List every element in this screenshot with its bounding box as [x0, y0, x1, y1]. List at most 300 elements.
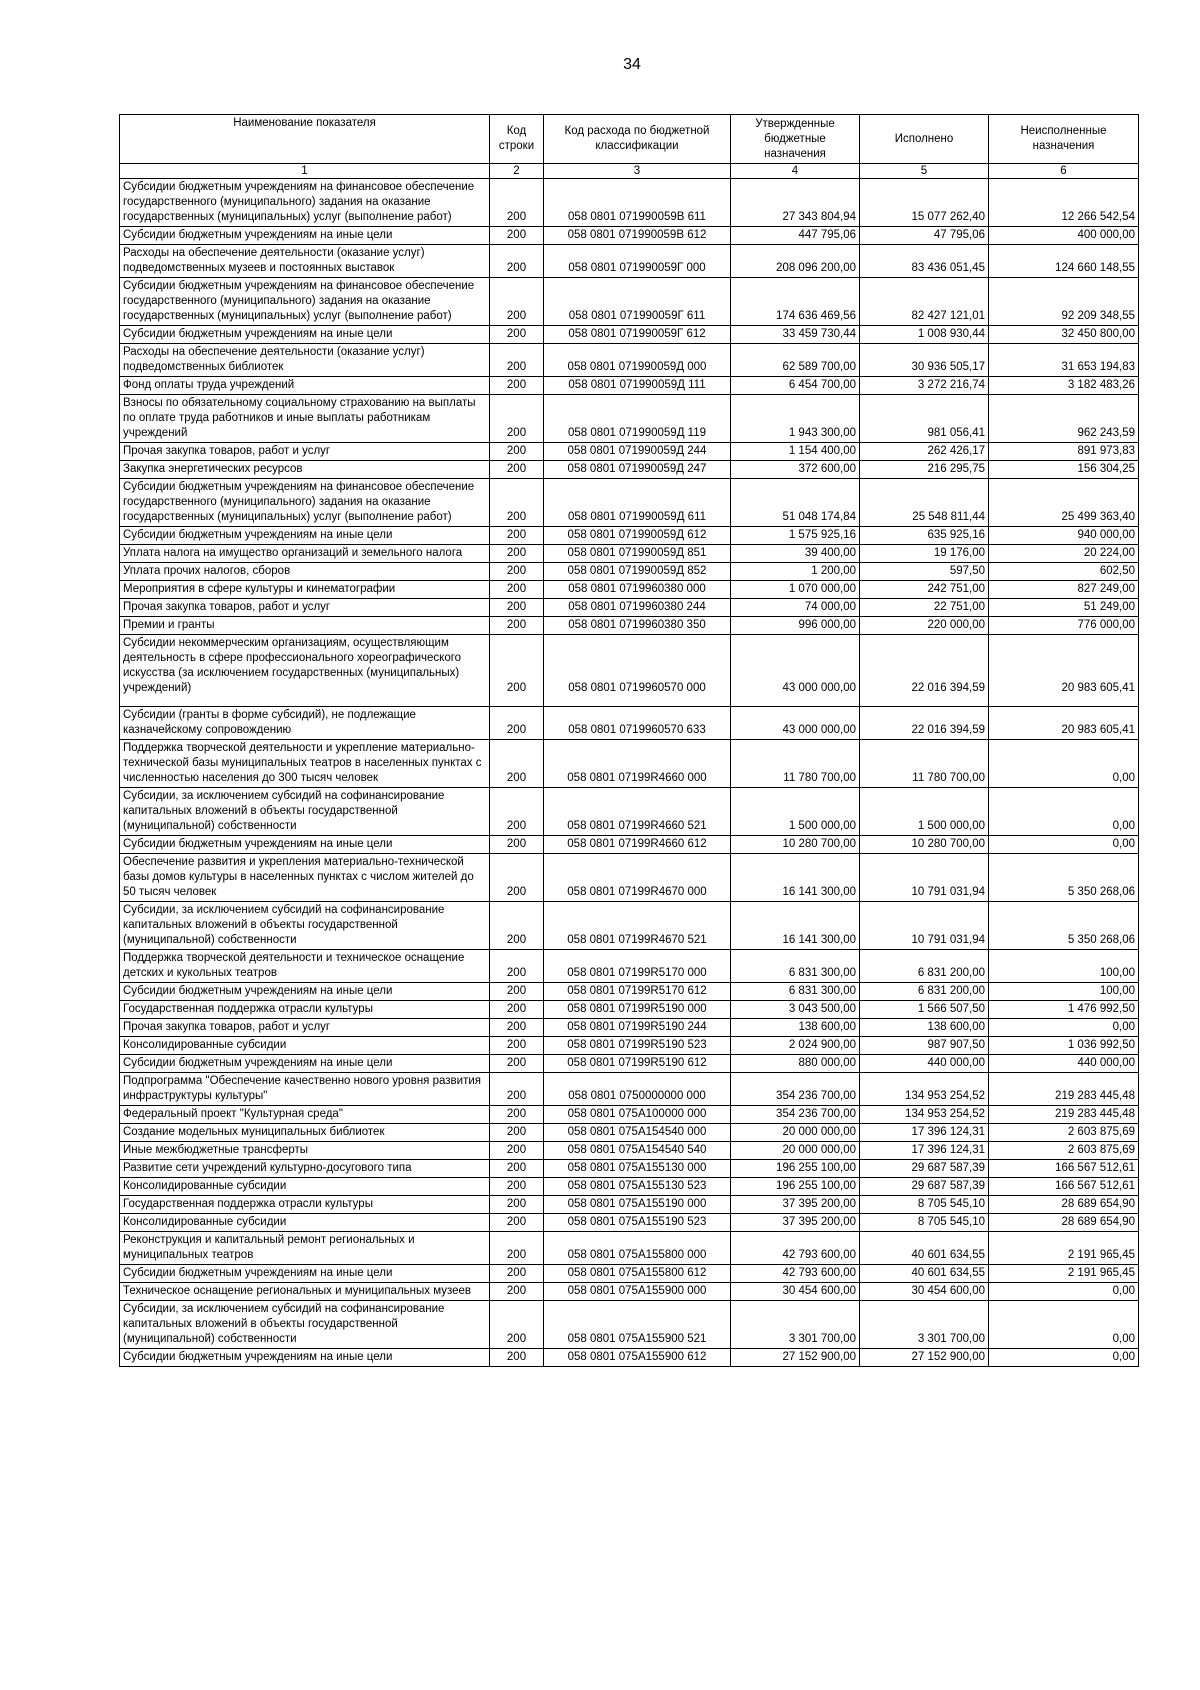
row-executed-amount: 82 427 121,01 [860, 278, 989, 326]
row-line-code: 200 [490, 1265, 544, 1283]
row-unexecuted-amount: 5 350 268,06 [989, 854, 1139, 902]
row-line-code: 200 [490, 278, 544, 326]
row-executed-amount: 22 016 394,59 [860, 707, 989, 740]
row-unexecuted-amount: 25 499 363,40 [989, 479, 1139, 527]
row-line-code: 200 [490, 1106, 544, 1124]
row-indicator-name: Обеспечение развития и укрепления материально-технической базы домов культуры в населенных пунктах с числом жителей до 50 тысяч человек [120, 854, 490, 902]
row-classification-code: 058 0801 0719960380 350 [544, 617, 731, 635]
row-classification-code: 058 0801 071990059Д 611 [544, 479, 731, 527]
row-approved-amount: 1 943 300,00 [731, 395, 860, 443]
row-classification-code: 058 0801 075A155800 612 [544, 1265, 731, 1283]
row-unexecuted-amount: 2 191 965,45 [989, 1265, 1139, 1283]
table-row [120, 326, 1139, 344]
table-row [120, 245, 1139, 278]
row-executed-amount: 6 831 200,00 [860, 950, 989, 983]
row-approved-amount: 39 400,00 [731, 545, 860, 563]
table-row [120, 1001, 1139, 1019]
row-unexecuted-amount: 2 603 875,69 [989, 1124, 1139, 1142]
row-unexecuted-amount: 20 224,00 [989, 545, 1139, 563]
table-row [120, 581, 1139, 599]
table-row [120, 1106, 1139, 1124]
row-indicator-name: Техническое оснащение региональных и муниципальных музеев [120, 1283, 490, 1301]
row-line-code: 200 [490, 344, 544, 377]
row-line-code: 200 [490, 563, 544, 581]
row-indicator-name: Подпрограмма "Обеспечение качественно нового уровня развития инфраструктуры культуры" [120, 1073, 490, 1106]
row-unexecuted-amount: 962 243,59 [989, 395, 1139, 443]
row-indicator-name: Субсидии бюджетным учреждениям на иные цели [120, 1055, 490, 1073]
row-approved-amount: 174 636 469,56 [731, 278, 860, 326]
row-classification-code: 058 0801 07199R5190 523 [544, 1037, 731, 1055]
header-budget-classification-code: Код расхода по бюджетной классификации [544, 115, 731, 164]
row-line-code: 200 [490, 1301, 544, 1349]
row-indicator-name: Реконструкция и капитальный ремонт региональных и муниципальных театров [120, 1232, 490, 1265]
row-approved-amount: 6 454 700,00 [731, 377, 860, 395]
row-classification-code: 058 0801 075A155900 612 [544, 1349, 731, 1367]
row-unexecuted-amount: 12 266 542,54 [989, 179, 1139, 227]
row-executed-amount: 138 600,00 [860, 1019, 989, 1037]
row-approved-amount: 3 043 500,00 [731, 1001, 860, 1019]
table-row [120, 788, 1139, 836]
table-row [120, 983, 1139, 1001]
row-classification-code: 058 0801 071990059В 611 [544, 179, 731, 227]
row-executed-amount: 3 301 700,00 [860, 1301, 989, 1349]
table-row [120, 227, 1139, 245]
table-row [120, 395, 1139, 443]
row-executed-amount: 1 500 000,00 [860, 788, 989, 836]
row-approved-amount: 996 000,00 [731, 617, 860, 635]
page-number: 34 [623, 56, 641, 73]
row-line-code: 200 [490, 245, 544, 278]
table-row [120, 563, 1139, 581]
row-executed-amount: 10 791 031,94 [860, 902, 989, 950]
row-classification-code: 058 0801 07199R4660 612 [544, 836, 731, 854]
row-approved-amount: 33 459 730,44 [731, 326, 860, 344]
row-unexecuted-amount: 3 182 483,26 [989, 377, 1139, 395]
row-line-code: 200 [490, 635, 544, 707]
header-unexecuted-assignments: Неисполненные назначения [989, 115, 1139, 164]
table-row [120, 377, 1139, 395]
row-executed-amount: 6 831 200,00 [860, 983, 989, 1001]
row-indicator-name: Субсидии, за исключением субсидий на софинансирование капитальных вложений в объекты государственной (муниципальной) собственности [120, 902, 490, 950]
row-approved-amount: 6 831 300,00 [731, 983, 860, 1001]
row-indicator-name: Федеральный проект "Культурная среда" [120, 1106, 490, 1124]
row-approved-amount: 62 589 700,00 [731, 344, 860, 377]
row-approved-amount: 51 048 174,84 [731, 479, 860, 527]
row-line-code: 200 [490, 599, 544, 617]
row-indicator-name: Фонд оплаты труда учреждений [120, 377, 490, 395]
row-line-code: 200 [490, 1124, 544, 1142]
table-row [120, 344, 1139, 377]
row-executed-amount: 440 000,00 [860, 1055, 989, 1073]
row-unexecuted-amount: 219 283 445,48 [989, 1106, 1139, 1124]
table-row [120, 707, 1139, 740]
row-approved-amount: 11 780 700,00 [731, 740, 860, 788]
row-indicator-name: Субсидии некоммерческим организациям, осуществляющим деятельность в сфере профессионального хореографического искусства (за исключением государственных (муниципальных) учреждений) [120, 635, 490, 707]
row-line-code: 200 [490, 617, 544, 635]
row-indicator-name: Закупка энергетических ресурсов [120, 461, 490, 479]
header-number-5: 5 [860, 164, 989, 179]
row-classification-code: 058 0801 075A154540 540 [544, 1142, 731, 1160]
row-executed-amount: 3 272 216,74 [860, 377, 989, 395]
row-indicator-name: Консолидированные субсидии [120, 1214, 490, 1232]
row-classification-code: 058 0801 075A100000 000 [544, 1106, 731, 1124]
row-approved-amount: 138 600,00 [731, 1019, 860, 1037]
row-approved-amount: 1 575 925,16 [731, 527, 860, 545]
row-classification-code: 058 0801 0719960570 633 [544, 707, 731, 740]
row-line-code: 200 [490, 902, 544, 950]
row-classification-code: 058 0801 07199R5170 000 [544, 950, 731, 983]
row-approved-amount: 27 343 804,94 [731, 179, 860, 227]
row-classification-code: 058 0801 0719960380 244 [544, 599, 731, 617]
row-executed-amount: 29 687 587,39 [860, 1178, 989, 1196]
row-approved-amount: 42 793 600,00 [731, 1232, 860, 1265]
row-indicator-name: Субсидии бюджетным учреждениям на финансовое обеспечение государственного (муниципального) задания на оказание государственных (муниципальных) услуг (выполнение работ) [120, 278, 490, 326]
row-classification-code: 058 0801 07199R5170 612 [544, 983, 731, 1001]
row-unexecuted-amount: 400 000,00 [989, 227, 1139, 245]
row-unexecuted-amount: 28 689 654,90 [989, 1196, 1139, 1214]
table-row [120, 1073, 1139, 1106]
row-classification-code: 058 0801 071990059Д 851 [544, 545, 731, 563]
row-line-code: 200 [490, 1142, 544, 1160]
row-classification-code: 058 0801 07199R4660 000 [544, 740, 731, 788]
row-classification-code: 058 0801 075A155800 000 [544, 1232, 731, 1265]
table-row [120, 1037, 1139, 1055]
row-unexecuted-amount: 31 653 194,83 [989, 344, 1139, 377]
row-approved-amount: 447 795,06 [731, 227, 860, 245]
row-indicator-name: Субсидии бюджетным учреждениям на иные цели [120, 227, 490, 245]
row-unexecuted-amount: 1 036 992,50 [989, 1037, 1139, 1055]
row-approved-amount: 354 236 700,00 [731, 1106, 860, 1124]
header-number-3: 3 [544, 164, 731, 179]
row-classification-code: 058 0801 075A155130 523 [544, 1178, 731, 1196]
table-row [120, 545, 1139, 563]
row-indicator-name: Создание модельных муниципальных библиотек [120, 1124, 490, 1142]
row-executed-amount: 27 152 900,00 [860, 1349, 989, 1367]
row-unexecuted-amount: 20 983 605,41 [989, 707, 1139, 740]
row-executed-amount: 29 687 587,39 [860, 1160, 989, 1178]
row-line-code: 200 [490, 1214, 544, 1232]
row-indicator-name: Иные межбюджетные трансферты [120, 1142, 490, 1160]
row-classification-code: 058 0801 07199R4660 521 [544, 788, 731, 836]
row-line-code: 200 [490, 1055, 544, 1073]
row-approved-amount: 42 793 600,00 [731, 1265, 860, 1283]
table-row [120, 1160, 1139, 1178]
row-approved-amount: 1 500 000,00 [731, 788, 860, 836]
row-approved-amount: 208 096 200,00 [731, 245, 860, 278]
row-unexecuted-amount: 827 249,00 [989, 581, 1139, 599]
row-indicator-name: Субсидии, за исключением субсидий на софинансирование капитальных вложений в объекты государственной (муниципальной) собственности [120, 1301, 490, 1349]
row-unexecuted-amount: 891 973,83 [989, 443, 1139, 461]
row-classification-code: 058 0801 071990059Д 247 [544, 461, 731, 479]
row-unexecuted-amount: 51 249,00 [989, 599, 1139, 617]
row-line-code: 200 [490, 740, 544, 788]
table-row [120, 1178, 1139, 1196]
row-line-code: 200 [490, 179, 544, 227]
table-row [120, 836, 1139, 854]
header-approved-assignments: Утвержденные бюджетные назначения [731, 115, 860, 164]
table-row [120, 617, 1139, 635]
row-classification-code: 058 0801 071990059Д 852 [544, 563, 731, 581]
row-executed-amount: 17 396 124,31 [860, 1124, 989, 1142]
table-row [120, 443, 1139, 461]
row-executed-amount: 40 601 634,55 [860, 1232, 989, 1265]
row-classification-code: 058 0801 075A155130 000 [544, 1160, 731, 1178]
row-unexecuted-amount: 0,00 [989, 1349, 1139, 1367]
row-indicator-name: Государственная поддержка отрасли культуры [120, 1196, 490, 1214]
row-classification-code: 058 0801 075A154540 000 [544, 1124, 731, 1142]
row-executed-amount: 30 936 505,17 [860, 344, 989, 377]
row-unexecuted-amount: 1 476 992,50 [989, 1001, 1139, 1019]
row-classification-code: 058 0801 071990059Д 612 [544, 527, 731, 545]
row-executed-amount: 134 953 254,52 [860, 1073, 989, 1106]
row-indicator-name: Прочая закупка товаров, работ и услуг [120, 599, 490, 617]
row-approved-amount: 37 395 200,00 [731, 1214, 860, 1232]
row-line-code: 200 [490, 1232, 544, 1265]
row-unexecuted-amount: 776 000,00 [989, 617, 1139, 635]
row-line-code: 200 [490, 1196, 544, 1214]
header-number-6: 6 [989, 164, 1139, 179]
row-indicator-name: Субсидии бюджетным учреждениям на иные цели [120, 527, 490, 545]
row-unexecuted-amount: 0,00 [989, 1283, 1139, 1301]
row-unexecuted-amount: 32 450 800,00 [989, 326, 1139, 344]
row-approved-amount: 6 831 300,00 [731, 950, 860, 983]
row-unexecuted-amount: 940 000,00 [989, 527, 1139, 545]
row-approved-amount: 20 000 000,00 [731, 1124, 860, 1142]
row-executed-amount: 11 780 700,00 [860, 740, 989, 788]
header-line-code: Код строки [490, 115, 544, 164]
row-classification-code: 058 0801 071990059Г 000 [544, 245, 731, 278]
row-executed-amount: 981 056,41 [860, 395, 989, 443]
header-indicator-name: Наименование показателя [120, 115, 490, 164]
row-unexecuted-amount: 5 350 268,06 [989, 902, 1139, 950]
row-indicator-name: Прочая закупка товаров, работ и услуг [120, 1019, 490, 1037]
row-indicator-name: Субсидии, за исключением субсидий на софинансирование капитальных вложений в объекты государственной (муниципальной) собственности [120, 788, 490, 836]
row-executed-amount: 987 907,50 [860, 1037, 989, 1055]
row-unexecuted-amount: 219 283 445,48 [989, 1073, 1139, 1106]
row-line-code: 200 [490, 1178, 544, 1196]
table-row [120, 599, 1139, 617]
row-approved-amount: 16 141 300,00 [731, 902, 860, 950]
row-unexecuted-amount: 124 660 148,55 [989, 245, 1139, 278]
row-classification-code: 058 0801 075A155900 521 [544, 1301, 731, 1349]
row-approved-amount: 1 200,00 [731, 563, 860, 581]
row-unexecuted-amount: 166 567 512,61 [989, 1160, 1139, 1178]
table-row [120, 1055, 1139, 1073]
header-number-4: 4 [731, 164, 860, 179]
row-executed-amount: 25 548 811,44 [860, 479, 989, 527]
row-indicator-name: Уплата налога на имущество организаций и земельного налога [120, 545, 490, 563]
row-indicator-name: Расходы на обеспечение деятельности (оказание услуг) подведомственных библиотек [120, 344, 490, 377]
row-line-code: 200 [490, 545, 544, 563]
table-row [120, 1214, 1139, 1232]
row-line-code: 200 [490, 1283, 544, 1301]
row-approved-amount: 43 000 000,00 [731, 635, 860, 707]
table-row [120, 461, 1139, 479]
table-row [120, 527, 1139, 545]
row-unexecuted-amount: 28 689 654,90 [989, 1214, 1139, 1232]
row-line-code: 200 [490, 479, 544, 527]
row-unexecuted-amount: 166 567 512,61 [989, 1178, 1139, 1196]
table-row [120, 278, 1139, 326]
row-indicator-name: Субсидии бюджетным учреждениям на финансовое обеспечение государственного (муниципального) задания на оказание государственных (муниципальных) услуг (выполнение работ) [120, 179, 490, 227]
table-row [120, 1232, 1139, 1265]
row-approved-amount: 1 070 000,00 [731, 581, 860, 599]
row-classification-code: 058 0801 071990059Д 000 [544, 344, 731, 377]
row-line-code: 200 [490, 326, 544, 344]
row-approved-amount: 10 280 700,00 [731, 836, 860, 854]
table-row [120, 1301, 1139, 1349]
header-executed: Исполнено [860, 115, 989, 164]
row-indicator-name: Субсидии бюджетным учреждениям на иные цели [120, 1265, 490, 1283]
row-indicator-name: Уплата прочих налогов, сборов [120, 563, 490, 581]
row-executed-amount: 134 953 254,52 [860, 1106, 989, 1124]
row-classification-code: 058 0801 075A155900 000 [544, 1283, 731, 1301]
row-line-code: 200 [490, 395, 544, 443]
row-classification-code: 058 0801 071990059Д 111 [544, 377, 731, 395]
row-unexecuted-amount: 100,00 [989, 950, 1139, 983]
row-line-code: 200 [490, 227, 544, 245]
row-executed-amount: 10 791 031,94 [860, 854, 989, 902]
row-indicator-name: Субсидии бюджетным учреждениям на финансовое обеспечение государственного (муниципального) задания на оказание государственных (муниципальных) услуг (выполнение работ) [120, 479, 490, 527]
row-indicator-name: Субсидии бюджетным учреждениям на иные цели [120, 983, 490, 1001]
row-approved-amount: 196 255 100,00 [731, 1160, 860, 1178]
row-indicator-name: Субсидии бюджетным учреждениям на иные цели [120, 326, 490, 344]
row-indicator-name: Поддержка творческой деятельности и техническое оснащение детских и кукольных театров [120, 950, 490, 983]
row-indicator-name: Развитие сети учреждений культурно-досугового типа [120, 1160, 490, 1178]
table-row [120, 902, 1139, 950]
table-row [120, 950, 1139, 983]
row-indicator-name: Государственная поддержка отрасли культуры [120, 1001, 490, 1019]
row-executed-amount: 8 705 545,10 [860, 1196, 989, 1214]
row-classification-code: 058 0801 0719960380 000 [544, 581, 731, 599]
row-executed-amount: 262 426,17 [860, 443, 989, 461]
row-executed-amount: 1 566 507,50 [860, 1001, 989, 1019]
table-row [120, 1349, 1139, 1367]
row-approved-amount: 880 000,00 [731, 1055, 860, 1073]
row-classification-code: 058 0801 071990059В 612 [544, 227, 731, 245]
row-unexecuted-amount: 0,00 [989, 836, 1139, 854]
row-classification-code: 058 0801 071990059Д 244 [544, 443, 731, 461]
row-approved-amount: 43 000 000,00 [731, 707, 860, 740]
table-row [120, 179, 1139, 227]
row-line-code: 200 [490, 1349, 544, 1367]
row-indicator-name: Консолидированные субсидии [120, 1178, 490, 1196]
row-unexecuted-amount: 100,00 [989, 983, 1139, 1001]
row-classification-code: 058 0801 07199R5190 612 [544, 1055, 731, 1073]
row-unexecuted-amount: 156 304,25 [989, 461, 1139, 479]
row-line-code: 200 [490, 1001, 544, 1019]
row-line-code: 200 [490, 983, 544, 1001]
row-line-code: 200 [490, 1073, 544, 1106]
row-line-code: 200 [490, 443, 544, 461]
table-row [120, 1019, 1139, 1037]
row-unexecuted-amount: 20 983 605,41 [989, 635, 1139, 707]
table-row [120, 1124, 1139, 1142]
row-classification-code: 058 0801 0750000000 000 [544, 1073, 731, 1106]
row-indicator-name: Консолидированные субсидии [120, 1037, 490, 1055]
row-line-code: 200 [490, 581, 544, 599]
row-approved-amount: 37 395 200,00 [731, 1196, 860, 1214]
row-classification-code: 058 0801 07199R5190 244 [544, 1019, 731, 1037]
row-executed-amount: 220 000,00 [860, 617, 989, 635]
row-line-code: 200 [490, 377, 544, 395]
row-unexecuted-amount: 0,00 [989, 740, 1139, 788]
row-executed-amount: 15 077 262,40 [860, 179, 989, 227]
row-classification-code: 058 0801 07199R4670 521 [544, 902, 731, 950]
row-executed-amount: 635 925,16 [860, 527, 989, 545]
row-executed-amount: 597,50 [860, 563, 989, 581]
row-approved-amount: 354 236 700,00 [731, 1073, 860, 1106]
row-unexecuted-amount: 0,00 [989, 788, 1139, 836]
table-row [120, 1283, 1139, 1301]
row-executed-amount: 47 795,06 [860, 227, 989, 245]
row-classification-code: 058 0801 0719960570 000 [544, 635, 731, 707]
row-indicator-name: Расходы на обеспечение деятельности (оказание услуг) подведомственных музеев и постоянных выставок [120, 245, 490, 278]
row-indicator-name: Поддержка творческой деятельности и укрепление материально-технической базы муниципальных театров в населенных пунктах с численностью населения до 300 тысяч человек [120, 740, 490, 788]
row-indicator-name: Субсидии бюджетным учреждениям на иные цели [120, 836, 490, 854]
row-line-code: 200 [490, 707, 544, 740]
row-classification-code: 058 0801 075A155190 523 [544, 1214, 731, 1232]
row-approved-amount: 372 600,00 [731, 461, 860, 479]
table-row [120, 635, 1139, 707]
row-line-code: 200 [490, 461, 544, 479]
row-line-code: 200 [490, 1019, 544, 1037]
row-classification-code: 058 0801 075A155190 000 [544, 1196, 731, 1214]
row-approved-amount: 2 024 900,00 [731, 1037, 860, 1055]
row-classification-code: 058 0801 07199R5190 000 [544, 1001, 731, 1019]
row-executed-amount: 30 454 600,00 [860, 1283, 989, 1301]
table-row [120, 1142, 1139, 1160]
row-unexecuted-amount: 0,00 [989, 1301, 1139, 1349]
row-executed-amount: 242 751,00 [860, 581, 989, 599]
row-line-code: 200 [490, 950, 544, 983]
table-row [120, 854, 1139, 902]
row-executed-amount: 40 601 634,55 [860, 1265, 989, 1283]
header-number-1: 1 [120, 164, 490, 179]
row-unexecuted-amount: 2 603 875,69 [989, 1142, 1139, 1160]
budget-execution-table [119, 114, 1139, 1367]
row-indicator-name: Премии и гранты [120, 617, 490, 635]
table-row [120, 479, 1139, 527]
row-approved-amount: 30 454 600,00 [731, 1283, 860, 1301]
row-approved-amount: 1 154 400,00 [731, 443, 860, 461]
row-unexecuted-amount: 92 209 348,55 [989, 278, 1139, 326]
row-executed-amount: 17 396 124,31 [860, 1142, 989, 1160]
row-line-code: 200 [490, 854, 544, 902]
row-unexecuted-amount: 602,50 [989, 563, 1139, 581]
table-body [120, 179, 1139, 1367]
row-executed-amount: 22 751,00 [860, 599, 989, 617]
row-executed-amount: 10 280 700,00 [860, 836, 989, 854]
row-line-code: 200 [490, 527, 544, 545]
row-approved-amount: 196 255 100,00 [731, 1178, 860, 1196]
row-classification-code: 058 0801 071990059Г 612 [544, 326, 731, 344]
row-line-code: 200 [490, 1037, 544, 1055]
row-executed-amount: 19 176,00 [860, 545, 989, 563]
row-unexecuted-amount: 2 191 965,45 [989, 1232, 1139, 1265]
row-approved-amount: 74 000,00 [731, 599, 860, 617]
row-line-code: 200 [490, 836, 544, 854]
row-classification-code: 058 0801 071990059Г 611 [544, 278, 731, 326]
row-executed-amount: 83 436 051,45 [860, 245, 989, 278]
row-executed-amount: 22 016 394,59 [860, 635, 989, 707]
table-row [120, 1265, 1139, 1283]
row-approved-amount: 3 301 700,00 [731, 1301, 860, 1349]
row-indicator-name: Взносы по обязательному социальному страхованию на выплаты по оплате труда работников и иные выплаты работникам учреждений [120, 395, 490, 443]
row-line-code: 200 [490, 788, 544, 836]
row-unexecuted-amount: 440 000,00 [989, 1055, 1139, 1073]
row-indicator-name: Прочая закупка товаров, работ и услуг [120, 443, 490, 461]
